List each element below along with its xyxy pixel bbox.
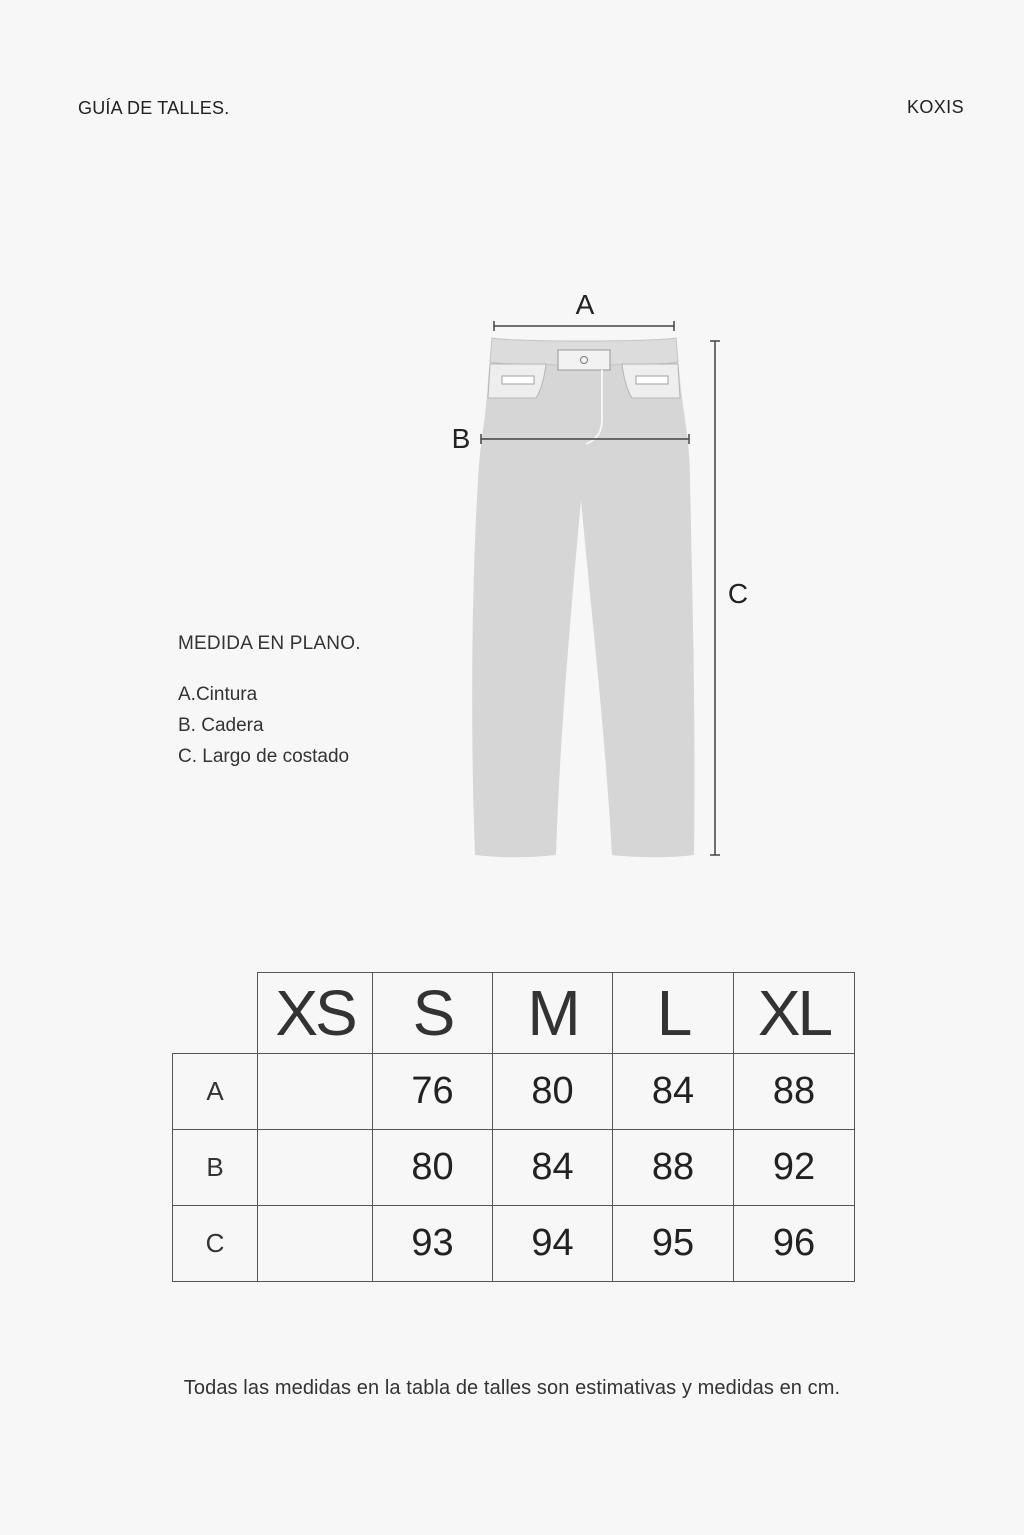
row-label-b: B	[173, 1130, 258, 1206]
table-cell: 80	[373, 1130, 493, 1206]
dimension-c-label: C	[727, 578, 749, 609]
table-corner	[173, 973, 258, 1054]
size-header-xl: XL	[734, 973, 855, 1054]
size-header-m: M	[493, 973, 613, 1054]
table-cell: 95	[613, 1206, 734, 1282]
size-header-xs: XS	[258, 973, 373, 1054]
table-row	[173, 1206, 855, 1282]
table-cell: 96	[734, 1206, 855, 1282]
footnote: Todas las medidas en la tabla de talles son estimativas y medidas en cm.	[183, 1377, 841, 1399]
legend-item-hip: B. Cadera	[178, 715, 264, 736]
dimension-b-label: B	[451, 423, 471, 454]
table-cell	[258, 1054, 373, 1130]
table-cell: 88	[613, 1130, 734, 1206]
table-row	[173, 1054, 855, 1130]
left-coin-pocket	[502, 376, 534, 384]
table-cell: 84	[493, 1130, 613, 1206]
measurement-legend	[178, 633, 361, 772]
table-cell: 94	[493, 1206, 613, 1282]
row-label-c: C	[173, 1206, 258, 1282]
legend-item-side-length: C. Largo de costado	[178, 746, 350, 767]
legend-item-waist: A.Cintura	[178, 684, 258, 705]
table-cell	[258, 1206, 373, 1282]
pants-diagram	[440, 280, 770, 870]
size-header-row	[173, 973, 855, 1054]
table-cell: 93	[373, 1206, 493, 1282]
table-cell: 76	[373, 1054, 493, 1130]
right-coin-pocket	[636, 376, 668, 384]
page-title: GUÍA DE TALLES.	[78, 98, 230, 118]
legend-title: MEDIDA EN PLANO.	[178, 633, 361, 654]
size-header-l: L	[613, 973, 734, 1054]
table-cell: 88	[734, 1054, 855, 1130]
brand-name: KOXIS	[906, 97, 964, 117]
table-cell: 84	[613, 1054, 734, 1130]
size-table	[172, 972, 855, 1282]
button-tab	[558, 350, 610, 370]
dimension-a-label: A	[575, 289, 595, 320]
table-cell	[258, 1130, 373, 1206]
table-cell: 92	[734, 1130, 855, 1206]
size-header-s: S	[373, 973, 493, 1054]
table-row	[173, 1130, 855, 1206]
pants-silhouette	[472, 338, 694, 857]
row-label-a: A	[173, 1054, 258, 1130]
table-cell: 80	[493, 1054, 613, 1130]
